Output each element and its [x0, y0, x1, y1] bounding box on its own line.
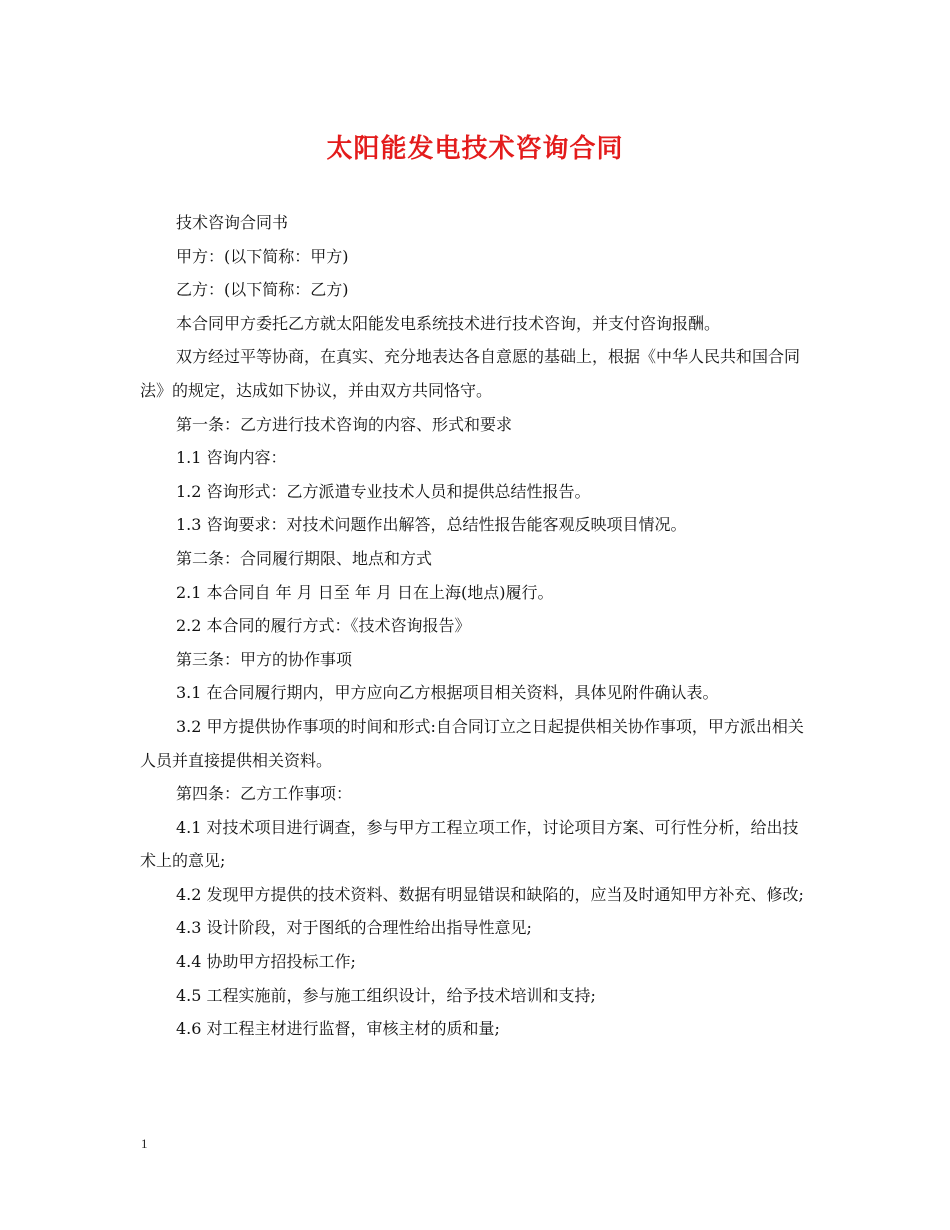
document-body — [140, 206, 814, 1046]
clause-1-3: 1.3 咨询要求：对技术问题作出解答，总结性报告能客观反映项目情况。 — [176, 515, 687, 535]
paragraph-party-b: 乙方：(以下简称：乙方) — [176, 280, 349, 300]
paragraph-party-a: 甲方：(以下简称：甲方) — [176, 246, 349, 266]
clause-4-6: 4.6 对工程主材进行监督，审核主材的质和量; — [176, 1019, 500, 1039]
article-4-heading: 第四条：乙方工作事项： — [176, 784, 353, 804]
page-number: 1 — [141, 1136, 148, 1151]
clause-2-1: 2.1 本合同自 年 月 日至 年 月 日在上海(地点)履行。 — [176, 582, 554, 602]
article-1-heading: 第一条：乙方进行技术咨询的内容、形式和要求 — [176, 414, 513, 434]
paragraph-commission: 本合同甲方委托乙方就太阳能发电系统技术进行技术咨询，并支付咨询报酬。 — [176, 313, 721, 333]
clause-4-1: 4.1 对技术项目进行调查，参与甲方工程立项工作，讨论项目方案、可行性分析，给出技术上的意见; — [140, 817, 799, 871]
clause-3-2: 3.2 甲方提供协作事项的时间和形式:自合同订立之日起提供相关协作事项，甲方派出相关人员并直接提供相关资料。 — [140, 716, 804, 770]
clause-2-2: 2.2 本合同的履行方式：《技术咨询报告》 — [176, 616, 471, 636]
article-2-heading: 第二条：合同履行期限、地点和方式 — [176, 548, 433, 568]
clause-4-4: 4.4 协助甲方招投标工作; — [176, 952, 356, 972]
clause-3-1: 3.1 在合同履行期内，甲方应向乙方根据项目相关资料，具体见附件确认表。 — [176, 683, 719, 703]
article-3-heading: 第三条：甲方的协作事项 — [176, 649, 353, 669]
clause-4-3: 4.3 设计阶段，对于图纸的合理性给出指导性意见; — [176, 918, 532, 938]
paragraph-agreement: 双方经过平等协商，在真实、充分地表达各自意愿的基础上，根据《中华人民共和国合同法》的规定，达成如下协议，并由双方共同恪守。 — [140, 347, 801, 400]
clause-4-2: 4.2 发现甲方提供的技术资料、数据有明显错误和缺陷的，应当及时通知甲方补充、修改; — [176, 884, 804, 904]
clause-1-1: 1.1 咨询内容： — [176, 448, 287, 468]
paragraph-contract-heading: 技术咨询合同书 — [176, 213, 289, 232]
clause-1-2: 1.2 咨询形式：乙方派遣专业技术人员和提供总结性报告。 — [176, 481, 591, 501]
document-title: 太阳能发电技术咨询合同 — [326, 134, 624, 164]
clause-4-5: 4.5 工程实施前，参与施工组织设计，给予技术培训和支持; — [176, 985, 596, 1005]
